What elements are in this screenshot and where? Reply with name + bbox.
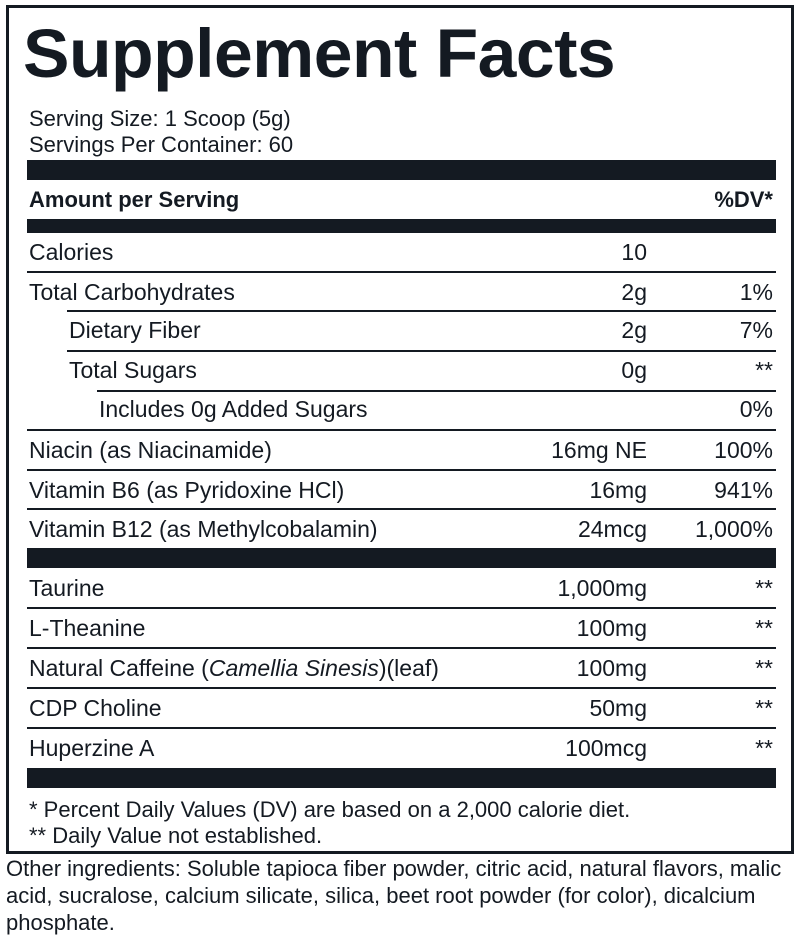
other-ingredients: Other ingredients: Soluble tapioca fiber powder, citric acid, natural flavors, malic acid, sucralose, calcium silicate, silica, beet root powder (for color), dicalcium phosphate.	[6, 856, 782, 935]
ingredient-amount: 100mg	[576, 655, 647, 681]
ingredient-amount: 50mg	[589, 695, 647, 721]
thick-divider	[27, 160, 776, 180]
amount-header-row	[27, 181, 776, 219]
nutrient-row-niacin	[27, 431, 776, 469]
nutrient-dv: 941%	[714, 477, 773, 503]
ingredient-name-italic: Camellia Sinesis	[208, 655, 379, 681]
nutrient-amount: 2g	[621, 317, 647, 343]
servings-per-container: Servings Per Container: 60	[29, 132, 294, 157]
nutrient-dv: 7%	[739, 317, 773, 343]
ingredient-name	[29, 649, 439, 687]
nutrient-row-vitamin-b6	[27, 471, 776, 509]
nutrient-dv: 0%	[739, 396, 773, 422]
ingredient-name: L-Theanine	[29, 615, 146, 641]
nutrient-amount: 2g	[621, 279, 647, 305]
nutrient-row-vitamin-b12	[27, 510, 776, 548]
nutrient-row-added-sugars	[27, 390, 776, 428]
nutrient-name: Includes 0g Added Sugars	[99, 396, 368, 422]
serving-size: Serving Size: 1 Scoop (5g)	[29, 106, 291, 131]
nutrient-amount: 16mg NE	[551, 437, 647, 463]
ingredient-name: CDP Choline	[29, 695, 162, 721]
nutrient-row-calories	[27, 233, 776, 271]
nutrient-dv: 100%	[714, 437, 773, 463]
nutrient-name: Vitamin B12 (as Methylcobalamin)	[29, 516, 378, 542]
ingredient-dv: **	[755, 575, 773, 601]
nutrient-amount: 16mg	[589, 477, 647, 503]
panel-title: Supplement Facts	[23, 15, 616, 92]
nutrient-name: Total Sugars	[69, 357, 197, 383]
supplement-facts-panel	[6, 5, 794, 854]
nutrient-row-total-carbohydrates	[27, 273, 776, 311]
nutrient-name: Vitamin B6 (as Pyridoxine HCl)	[29, 477, 345, 503]
nutrient-name: Total Carbohydrates	[29, 279, 235, 305]
amount-per-serving-label: Amount per Serving	[29, 187, 240, 212]
ingredient-dv: **	[755, 695, 773, 721]
ingredient-row-l-theanine	[27, 609, 776, 647]
ingredient-name-pre: Natural Caffeine (	[29, 655, 209, 681]
nutrient-dv: 1%	[739, 279, 773, 305]
ingredient-name: Taurine	[29, 575, 105, 601]
nutrient-dv: 1,000%	[694, 516, 773, 542]
thick-divider	[27, 548, 776, 568]
nutrient-dv: **	[755, 357, 773, 383]
ingredient-dv: **	[755, 615, 773, 641]
ingredient-dv: **	[755, 735, 773, 761]
ingredient-row-huperzine-a	[27, 729, 776, 767]
nutrient-name: Niacin (as Niacinamide)	[29, 437, 272, 463]
footnote-daily-values: * Percent Daily Values (DV) are based on a 2,000 calorie diet.	[29, 797, 631, 822]
footnote-not-established: ** Daily Value not established.	[29, 823, 323, 848]
dv-header-label: %DV*	[714, 187, 773, 212]
nutrient-amount: 0g	[621, 357, 647, 383]
ingredient-amount: 100mcg	[565, 735, 647, 761]
nutrient-name: Dietary Fiber	[69, 317, 201, 343]
ingredient-amount: 100mg	[576, 615, 647, 641]
thick-divider	[27, 768, 776, 788]
ingredient-amount: 1,000mg	[557, 575, 647, 601]
ingredient-row-natural-caffeine	[27, 649, 776, 687]
nutrient-amount: 10	[621, 239, 647, 265]
nutrient-row-total-sugars	[27, 351, 776, 389]
nutrient-amount: 24mcg	[577, 516, 647, 542]
nutrient-row-dietary-fiber	[27, 311, 776, 349]
ingredient-row-taurine	[27, 569, 776, 607]
ingredient-dv: **	[755, 655, 773, 681]
ingredient-name: Huperzine A	[29, 735, 155, 761]
ingredient-row-cdp-choline	[27, 689, 776, 727]
medium-divider	[27, 219, 776, 233]
nutrient-name: Calories	[29, 239, 114, 265]
ingredient-name-post: )(leaf)	[378, 655, 439, 681]
